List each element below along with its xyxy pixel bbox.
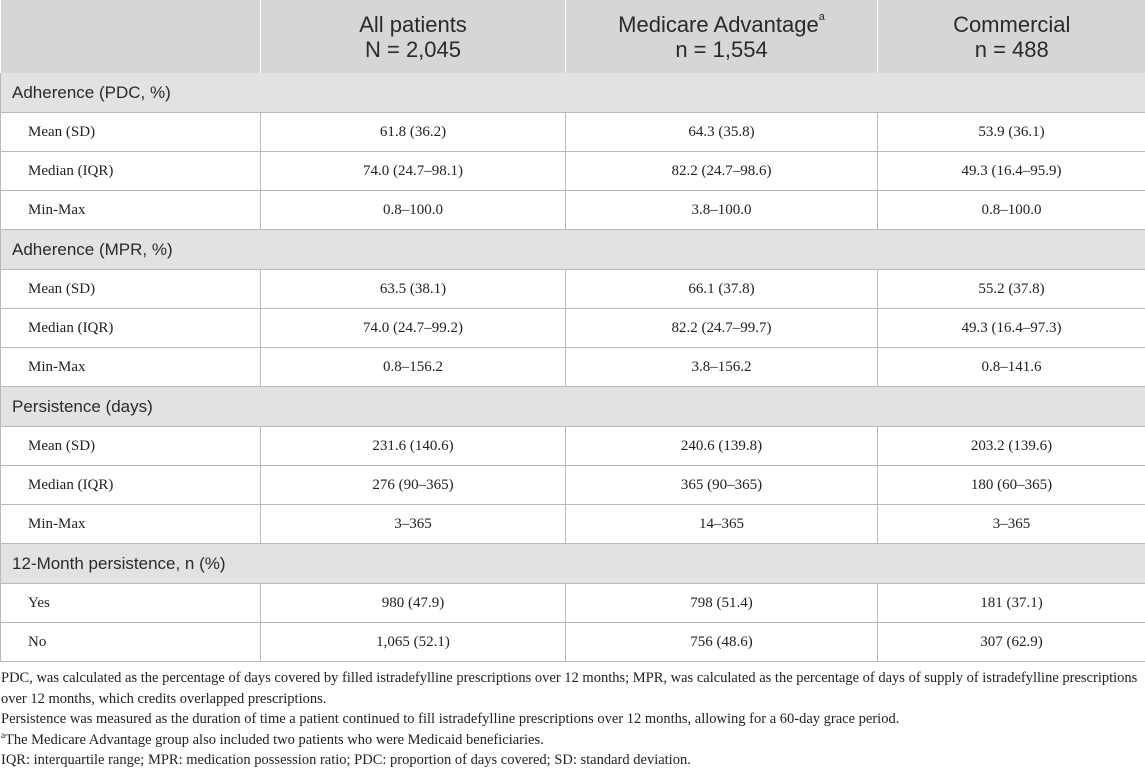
header-all-patients [261, 0, 566, 73]
table-row [1, 505, 1145, 544]
row-label: Min-Max [1, 348, 261, 387]
row-label: Median (IQR) [1, 466, 261, 505]
section-title: Adherence (PDC, %) [1, 73, 1145, 113]
cell-commercial: 0.8–141.6 [878, 348, 1145, 387]
section-row [1, 387, 1145, 427]
table-row [1, 309, 1145, 348]
cell-all-patients: 61.8 (36.2) [261, 113, 566, 152]
cell-commercial: 180 (60–365) [878, 466, 1145, 505]
header-commercial [878, 0, 1145, 73]
section-title: Adherence (MPR, %) [1, 230, 1145, 270]
cell-medicare-advantage: 66.1 (37.8) [566, 270, 878, 309]
table-row [1, 466, 1145, 505]
row-label: Mean (SD) [1, 113, 261, 152]
footnote-persistence: Persistence was measured as the duration of time a patient continued to fill istradefylline prescriptions over 12 months, allowing for a 60-day grace period. [1, 711, 900, 727]
table-footnotes [1, 668, 1141, 771]
cell-medicare-advantage: 756 (48.6) [566, 623, 878, 662]
row-label: Min-Max [1, 191, 261, 230]
header-medicare-advantage-title: Medicare Advantage [618, 11, 819, 37]
cell-all-patients: 74.0 (24.7–99.2) [261, 309, 566, 348]
cell-commercial: 3–365 [878, 505, 1145, 544]
table-row [1, 427, 1145, 466]
section-row [1, 544, 1145, 584]
row-label: Median (IQR) [1, 309, 261, 348]
cell-medicare-advantage: 3.8–100.0 [566, 191, 878, 230]
row-label: Yes [1, 584, 261, 623]
header-medicare-advantage [566, 0, 878, 73]
cell-medicare-advantage: 240.6 (139.8) [566, 427, 878, 466]
footnote-medicare-advantage [1, 730, 1141, 751]
header-all-patients-title: All patients [359, 11, 467, 37]
cell-all-patients: 0.8–156.2 [261, 348, 566, 387]
cell-medicare-advantage: 3.8–156.2 [566, 348, 878, 387]
cell-commercial: 181 (37.1) [878, 584, 1145, 623]
header-all-patients-n: N = 2,045 [364, 36, 461, 62]
section-title: 12-Month persistence, n (%) [1, 544, 1145, 584]
cell-commercial: 53.9 (36.1) [878, 113, 1145, 152]
table-row [1, 191, 1145, 230]
section-row [1, 230, 1145, 270]
cell-medicare-advantage: 14–365 [566, 505, 878, 544]
header-commercial-title: Commercial [953, 11, 1071, 37]
row-label: Median (IQR) [1, 152, 261, 191]
cell-medicare-advantage: 798 (51.4) [566, 584, 878, 623]
header-medicare-advantage-footnote-mark: a [818, 11, 825, 24]
row-label: No [1, 623, 261, 662]
cell-all-patients: 276 (90–365) [261, 466, 566, 505]
row-label: Min-Max [1, 505, 261, 544]
cell-all-patients: 1,065 (52.1) [261, 623, 566, 662]
cell-all-patients: 231.6 (140.6) [261, 427, 566, 466]
header-medicare-advantage-n: n = 1,554 [675, 36, 768, 62]
table-row [1, 152, 1145, 191]
cell-commercial: 307 (62.9) [878, 623, 1145, 662]
footnote-medicare-advantage-text: The Medicare Advantage group also included two patients who were Medicaid beneficiaries. [5, 731, 544, 748]
cell-all-patients: 980 (47.9) [261, 584, 566, 623]
section-title: Persistence (days) [1, 387, 1145, 427]
cell-commercial: 49.3 (16.4–97.3) [878, 309, 1145, 348]
cell-medicare-advantage: 365 (90–365) [566, 466, 878, 505]
cell-all-patients: 63.5 (38.1) [261, 270, 566, 309]
section-row [1, 73, 1145, 113]
footnote-mark: a [1, 729, 5, 740]
cell-commercial: 0.8–100.0 [878, 191, 1145, 230]
table-row [1, 113, 1145, 152]
cell-all-patients: 0.8–100.0 [261, 191, 566, 230]
header-empty-cell [1, 0, 261, 73]
header-commercial-n: n = 488 [974, 36, 1049, 62]
cell-all-patients: 3–365 [261, 505, 566, 544]
table-row [1, 623, 1145, 662]
cell-commercial: 55.2 (37.8) [878, 270, 1145, 309]
cell-commercial: 49.3 (16.4–95.9) [878, 152, 1145, 191]
cell-medicare-advantage: 82.2 (24.7–98.6) [566, 152, 878, 191]
cell-all-patients: 74.0 (24.7–98.1) [261, 152, 566, 191]
cell-medicare-advantage: 82.2 (24.7–99.7) [566, 309, 878, 348]
row-label: Mean (SD) [1, 270, 261, 309]
header-row [1, 0, 1145, 73]
footnote-pdc-mpr: PDC, was calculated as the percentage of days covered by filled istradefylline prescriptions over 12 months; MPR, was calculated as the percentage of days of supply of istradefylline prescriptions over 12 months, which credits overlapped prescriptions. [1, 670, 1138, 707]
cell-commercial: 203.2 (139.6) [878, 427, 1145, 466]
table-row [1, 584, 1145, 623]
footnote-abbreviations: IQR: interquartile range; MPR: medication possession ratio; PDC: proportion of days covered; SD: standard deviation. [1, 752, 691, 768]
row-label: Mean (SD) [1, 427, 261, 466]
table-row [1, 270, 1145, 309]
table-row [1, 348, 1145, 387]
cell-medicare-advantage: 64.3 (35.8) [566, 113, 878, 152]
